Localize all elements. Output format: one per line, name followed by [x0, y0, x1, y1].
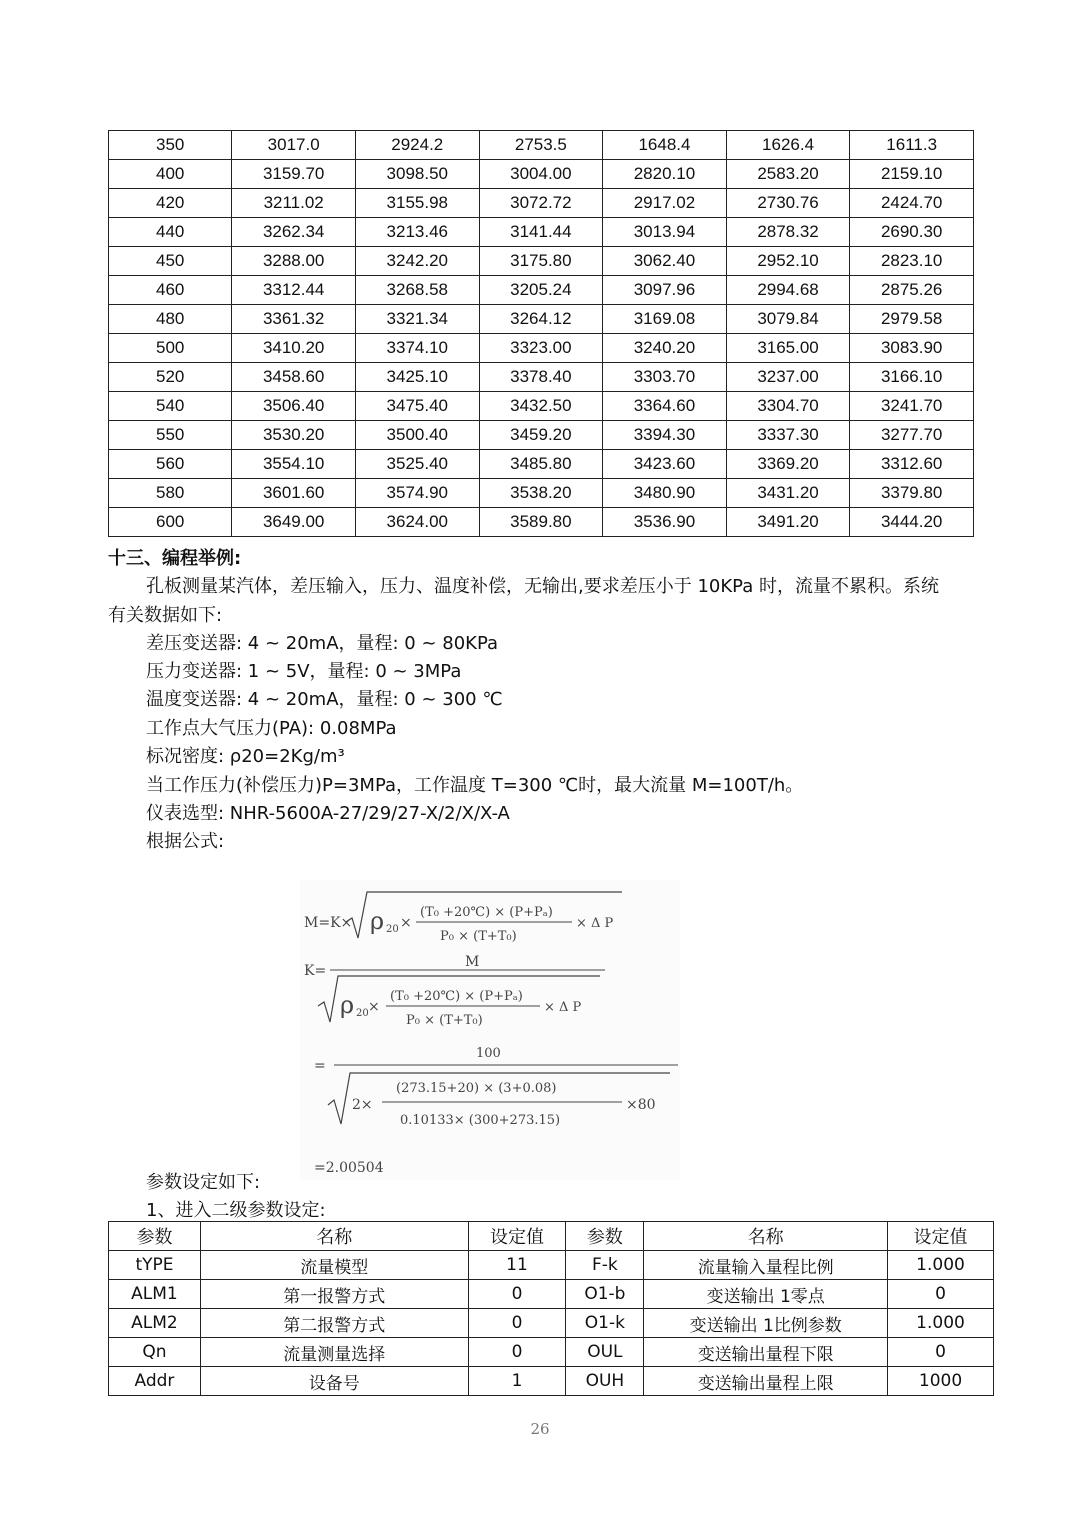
value-inner-numerator: (273.15+20) × (3+0.08) — [396, 1081, 557, 1096]
item-standard-density: 标况密度: ρ20=2Kg/m³ — [146, 746, 345, 767]
temperature-cell: 580 — [109, 479, 232, 508]
enthalpy-cell: 3491.20 — [726, 508, 850, 537]
enthalpy-cell: 3425.10 — [355, 363, 479, 392]
step-1-label: 1、进入二级参数设定: — [146, 1200, 326, 1221]
header-value-1: 设定值 — [468, 1222, 566, 1251]
enthalpy-cell: 3213.46 — [355, 218, 479, 247]
param-code-cell: F-k — [566, 1251, 644, 1280]
k-numerator: M — [465, 954, 480, 970]
param-name-cell: 变送输出 1零点 — [644, 1280, 888, 1309]
enthalpy-cell: 3500.40 — [355, 421, 479, 450]
item-atmospheric-pressure: 工作点大气压力(PA): 0.08MPa — [146, 718, 397, 739]
params-intro: 参数设定如下: — [146, 1172, 261, 1193]
enthalpy-cell: 3589.80 — [479, 508, 603, 537]
enthalpy-cell: 3288.00 — [232, 247, 356, 276]
param-code-cell: O1-b — [566, 1280, 644, 1309]
enthalpy-cell: 2583.20 — [726, 160, 850, 189]
fraction-1-numerator: (T₀ +20℃) × (P+Pₐ) — [420, 905, 553, 920]
item-formula-intro: 根据公式: — [146, 831, 225, 852]
enthalpy-cell: 3268.58 — [355, 276, 479, 305]
enthalpy-cell: 2823.10 — [850, 247, 974, 276]
enthalpy-cell: 3304.70 — [726, 392, 850, 421]
enthalpy-cell: 1648.4 — [603, 131, 727, 160]
enthalpy-cell: 3506.40 — [232, 392, 356, 421]
table-row — [109, 218, 974, 247]
temperature-cell: 540 — [109, 392, 232, 421]
table-row — [109, 247, 974, 276]
param-name-cell: 第二报警方式 — [200, 1309, 468, 1338]
param-name-cell: 第一报警方式 — [200, 1280, 468, 1309]
param-value-cell: 1.000 — [888, 1251, 994, 1280]
enthalpy-cell: 3379.80 — [850, 479, 974, 508]
flow-formula — [300, 880, 680, 1180]
table-row — [109, 334, 974, 363]
param-value-cell: 0 — [468, 1338, 566, 1367]
enthalpy-cell: 2875.26 — [850, 276, 974, 305]
item-pressure-transmitter: 压力变送器: 1 ~ 5V，量程: 0 ~ 3MPa — [146, 661, 462, 682]
temperature-cell: 350 — [109, 131, 232, 160]
enthalpy-cell: 3321.34 — [355, 305, 479, 334]
fraction-2-numerator: (T₀ +20℃) × (P+Pₐ) — [390, 989, 523, 1004]
enthalpy-cell: 3312.60 — [850, 450, 974, 479]
param-code-cell: ALM1 — [109, 1280, 201, 1309]
formula-m-prefix: M=K× — [304, 915, 353, 931]
formula-drawing — [300, 880, 680, 1180]
header-param-2: 参数 — [566, 1222, 644, 1251]
enthalpy-cell: 3480.90 — [603, 479, 727, 508]
item-working-condition: 当工作压力(补偿压力)P=3MPa，工作温度 T=300 ℃时，最大流量 M=100T/h。 — [146, 775, 804, 796]
delta-p-1: × Δ P — [576, 916, 614, 931]
enthalpy-cell: 3240.20 — [603, 334, 727, 363]
rho-subscript-1: 20 — [386, 924, 399, 935]
enthalpy-cell: 3323.00 — [479, 334, 603, 363]
param-code-cell: Qn — [109, 1338, 201, 1367]
param-value-cell: 0 — [468, 1280, 566, 1309]
enthalpy-cell: 3312.44 — [232, 276, 356, 305]
enthalpy-cell: 3072.72 — [479, 189, 603, 218]
param-name-cell: 变送输出 1比例参数 — [644, 1309, 888, 1338]
fraction-1-denominator: P₀ × (T+T₀) — [440, 929, 517, 944]
temperature-cell: 460 — [109, 276, 232, 305]
enthalpy-cell: 3166.10 — [850, 363, 974, 392]
enthalpy-cell: 3432.50 — [479, 392, 603, 421]
enthalpy-cell: 3165.00 — [726, 334, 850, 363]
steam-table-body — [109, 131, 974, 537]
enthalpy-cell: 3394.30 — [603, 421, 727, 450]
parameter-settings-table — [108, 1221, 994, 1396]
temperature-cell: 520 — [109, 363, 232, 392]
enthalpy-cell: 2159.10 — [850, 160, 974, 189]
rho-subscript-2: 20 — [356, 1008, 369, 1019]
enthalpy-cell: 2924.2 — [355, 131, 479, 160]
temperature-cell: 480 — [109, 305, 232, 334]
enthalpy-cell: 3378.40 — [479, 363, 603, 392]
enthalpy-cell: 2820.10 — [603, 160, 727, 189]
enthalpy-cell: 3459.20 — [479, 421, 603, 450]
enthalpy-cell: 3159.70 — [232, 160, 356, 189]
param-name-cell: 流量模型 — [200, 1251, 468, 1280]
steam-enthalpy-table — [108, 130, 974, 537]
param-name-cell: 设备号 — [200, 1367, 468, 1396]
header-value-2: 设定值 — [888, 1222, 994, 1251]
table-row — [109, 131, 974, 160]
enthalpy-cell: 3083.90 — [850, 334, 974, 363]
enthalpy-cell: 2730.76 — [726, 189, 850, 218]
header-name-2: 名称 — [644, 1222, 888, 1251]
param-value-cell: 0 — [468, 1309, 566, 1338]
enthalpy-cell: 3530.20 — [232, 421, 356, 450]
enthalpy-cell: 1611.3 — [850, 131, 974, 160]
enthalpy-cell: 3624.00 — [355, 508, 479, 537]
enthalpy-cell: 3237.00 — [726, 363, 850, 392]
section-title: 十三、编程举例: — [108, 548, 242, 569]
param-value-cell: 1.000 — [888, 1309, 994, 1338]
param-code-cell: OUL — [566, 1338, 644, 1367]
enthalpy-cell: 3410.20 — [232, 334, 356, 363]
enthalpy-cell: 3062.40 — [603, 247, 727, 276]
table-row — [109, 392, 974, 421]
enthalpy-cell: 2979.58 — [850, 305, 974, 334]
table-row — [109, 1367, 994, 1396]
temperature-cell: 450 — [109, 247, 232, 276]
enthalpy-cell: 3485.80 — [479, 450, 603, 479]
table-row — [109, 160, 974, 189]
temperature-cell: 550 — [109, 421, 232, 450]
item-model-selection: 仪表选型: NHR-5600A-27/29/27-X/2/X/X-A — [146, 803, 510, 824]
enthalpy-cell: 3423.60 — [603, 450, 727, 479]
table-row — [109, 1251, 994, 1280]
enthalpy-cell: 3554.10 — [232, 450, 356, 479]
enthalpy-cell: 3155.98 — [355, 189, 479, 218]
enthalpy-cell: 3211.02 — [232, 189, 356, 218]
enthalpy-cell: 2952.10 — [726, 247, 850, 276]
enthalpy-cell: 3098.50 — [355, 160, 479, 189]
temperature-cell: 440 — [109, 218, 232, 247]
value-dp: ×80 — [626, 1097, 656, 1113]
formula-k-label: K= — [304, 963, 327, 979]
table-row — [109, 363, 974, 392]
table-row — [109, 1309, 994, 1338]
enthalpy-cell: 3536.90 — [603, 508, 727, 537]
item-temperature-transmitter: 温度变送器: 4 ~ 20mA，量程: 0 ~ 300 ℃ — [146, 689, 503, 710]
enthalpy-cell: 3264.12 — [479, 305, 603, 334]
param-code-cell: tYPE — [109, 1251, 201, 1280]
param-code-cell: OUH — [566, 1367, 644, 1396]
param-value-cell: 1000 — [888, 1367, 994, 1396]
param-name-cell: 变送输出量程上限 — [644, 1367, 888, 1396]
fraction-2-denominator: P₀ × (T+T₀) — [406, 1013, 483, 1028]
enthalpy-cell: 2424.70 — [850, 189, 974, 218]
param-value-cell: 0 — [888, 1338, 994, 1367]
table-row — [109, 1338, 994, 1367]
enthalpy-cell: 3277.70 — [850, 421, 974, 450]
enthalpy-cell: 2878.32 — [726, 218, 850, 247]
temperature-cell: 400 — [109, 160, 232, 189]
enthalpy-cell: 3097.96 — [603, 276, 727, 305]
enthalpy-cell: 3574.90 — [355, 479, 479, 508]
enthalpy-cell: 3431.20 — [726, 479, 850, 508]
rho-symbol-1: ρ — [370, 907, 385, 935]
param-value-cell: 0 — [888, 1280, 994, 1309]
enthalpy-cell: 3013.94 — [603, 218, 727, 247]
enthalpy-cell: 3017.0 — [232, 131, 356, 160]
item-dp-transmitter: 差压变送器: 4 ~ 20mA，量程: 0 ~ 80KPa — [146, 633, 499, 654]
table-row — [109, 189, 974, 218]
table-row — [109, 305, 974, 334]
table-row — [109, 1280, 994, 1309]
enthalpy-cell: 2917.02 — [603, 189, 727, 218]
param-table-body — [109, 1222, 994, 1396]
enthalpy-cell: 3303.70 — [603, 363, 727, 392]
value-numerator: 100 — [476, 1046, 501, 1061]
value-inner-denominator: 0.10133× (300+273.15) — [400, 1113, 561, 1128]
enthalpy-cell: 3337.30 — [726, 421, 850, 450]
enthalpy-cell: 3169.08 — [603, 305, 727, 334]
enthalpy-cell: 1626.4 — [726, 131, 850, 160]
enthalpy-cell: 3141.44 — [479, 218, 603, 247]
enthalpy-cell: 3458.60 — [232, 363, 356, 392]
enthalpy-cell: 3364.60 — [603, 392, 727, 421]
equals-sign: = — [314, 1058, 326, 1074]
table-row — [109, 276, 974, 305]
delta-p-2: × Δ P — [544, 1000, 582, 1015]
temperature-cell: 420 — [109, 189, 232, 218]
enthalpy-cell: 3262.34 — [232, 218, 356, 247]
param-value-cell: 1 — [468, 1367, 566, 1396]
enthalpy-cell: 3242.20 — [355, 247, 479, 276]
param-code-cell: O1-k — [566, 1309, 644, 1338]
enthalpy-cell: 3649.00 — [232, 508, 356, 537]
enthalpy-cell: 3205.24 — [479, 276, 603, 305]
param-value-cell: 11 — [468, 1251, 566, 1280]
table-row — [109, 421, 974, 450]
enthalpy-cell: 3241.70 — [850, 392, 974, 421]
enthalpy-cell: 3444.20 — [850, 508, 974, 537]
enthalpy-cell: 2690.30 — [850, 218, 974, 247]
header-param-1: 参数 — [109, 1222, 201, 1251]
param-table-header-row — [109, 1222, 994, 1251]
enthalpy-cell: 3525.40 — [355, 450, 479, 479]
table-row — [109, 479, 974, 508]
formula-result: =2.00504 — [314, 1160, 384, 1176]
page-number: 26 — [530, 1420, 550, 1438]
header-name-1: 名称 — [200, 1222, 468, 1251]
times-1: × — [400, 915, 412, 931]
enthalpy-cell: 3175.80 — [479, 247, 603, 276]
temperature-cell: 560 — [109, 450, 232, 479]
param-code-cell: ALM2 — [109, 1309, 201, 1338]
enthalpy-cell: 3475.40 — [355, 392, 479, 421]
coefficient: 2× — [352, 1097, 373, 1113]
temperature-cell: 500 — [109, 334, 232, 363]
param-name-cell: 变送输出量程下限 — [644, 1338, 888, 1367]
enthalpy-cell: 2753.5 — [479, 131, 603, 160]
enthalpy-cell: 3079.84 — [726, 305, 850, 334]
enthalpy-cell: 3369.20 — [726, 450, 850, 479]
enthalpy-cell: 3538.20 — [479, 479, 603, 508]
param-name-cell: 流量测量选择 — [200, 1338, 468, 1367]
intro-line-1: 孔板测量某汽体，差压输入，压力、温度补偿，无输出,要求差压小于 10KPa 时，流量不累积。系统 — [146, 576, 939, 597]
param-name-cell: 流量输入量程比例 — [644, 1251, 888, 1280]
times-2: × — [368, 999, 380, 1015]
enthalpy-cell: 3361.32 — [232, 305, 356, 334]
enthalpy-cell: 3374.10 — [355, 334, 479, 363]
table-row — [109, 508, 974, 537]
rho-symbol-2: ρ — [340, 991, 355, 1019]
enthalpy-cell: 3004.00 — [479, 160, 603, 189]
temperature-cell: 600 — [109, 508, 232, 537]
table-row — [109, 450, 974, 479]
enthalpy-cell: 3601.60 — [232, 479, 356, 508]
enthalpy-cell: 2994.68 — [726, 276, 850, 305]
param-code-cell: Addr — [109, 1367, 201, 1396]
intro-line-2: 有关数据如下: — [108, 605, 223, 626]
